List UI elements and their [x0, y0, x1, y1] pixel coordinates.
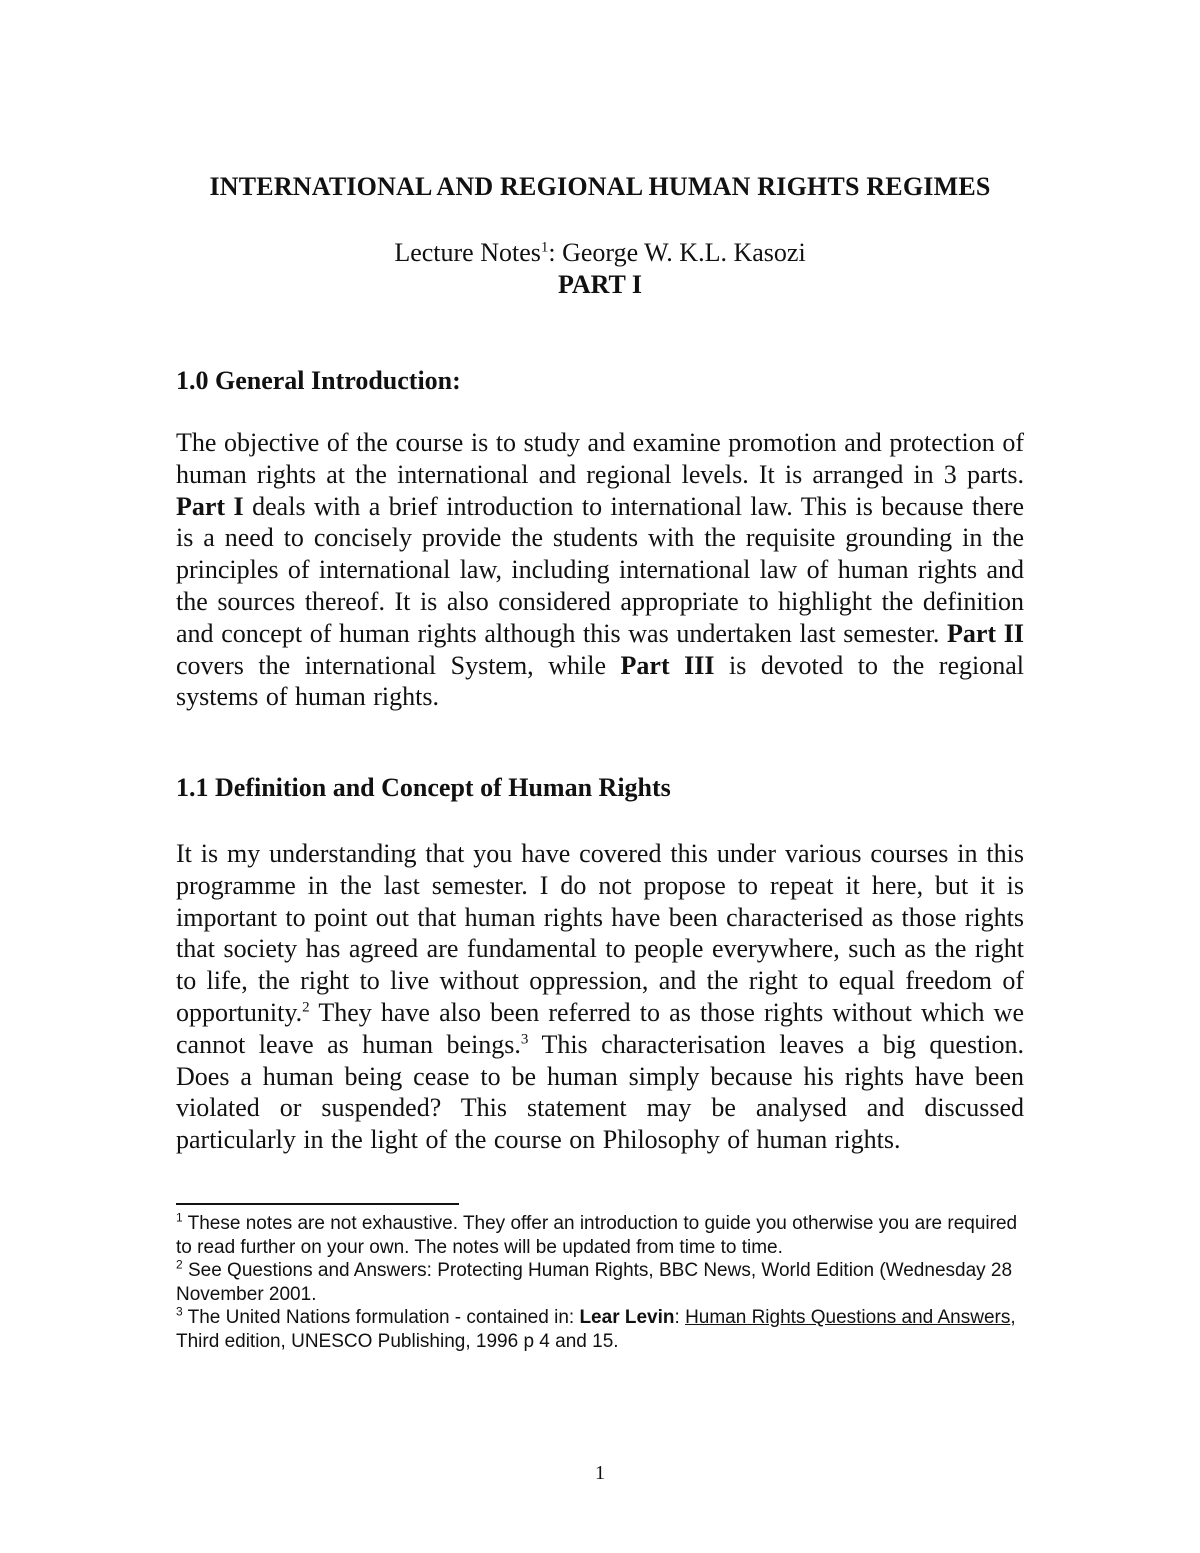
paragraph-introduction: [176, 427, 1024, 713]
footnote-1: [176, 1212, 1036, 1259]
document-title: INTERNATIONAL AND REGIONAL HUMAN RIGHTS REGIMES: [209, 172, 991, 201]
intro-text-4: is devoted to the regional systems of human rights.: [176, 650, 1024, 712]
footnote-number-1: 1: [176, 1210, 183, 1225]
page-number: 1: [595, 1462, 605, 1484]
part-heading: PART I: [557, 270, 643, 299]
footnote-author: Lear Levin: [579, 1307, 675, 1329]
footnote-number-2: 2: [176, 1257, 183, 1272]
footnote-separator: [176, 1203, 459, 1205]
footnote-text-1: These notes are not exhaustive. They offer an introduction to guide you otherwise you are required to read further on your own. The notes will be updated from time to time.: [176, 1213, 1018, 1258]
footnote-text-3-pre: The United Nations formulation - contained in:: [182, 1307, 580, 1329]
footnote-ref-2[interactable]: 2: [302, 999, 310, 1016]
footnote-number-3: 3: [176, 1305, 183, 1320]
footnote-ref-1[interactable]: 1: [540, 239, 549, 256]
intro-bold-part-3: Part III: [620, 650, 715, 680]
document-subtitle: [0, 238, 1200, 268]
footnote-text-2: See Questions and Answers: Protecting Human Rights, BBC News, World Edition (Wednesday 28 November 2001.: [176, 1260, 1013, 1305]
footnotes: [176, 1212, 1036, 1354]
section-heading-definition: 1.1 Definition and Concept of Human Rights: [176, 773, 671, 802]
definition-text-3: This characterisation leaves a big question. Does a human being cease to be human simply because his rights have been violated or suspended? This statement may be analysed and discussed particularly in the light of the course on Philosophy of human rights.: [176, 1029, 1025, 1155]
footnote-ref-3[interactable]: 3: [520, 1031, 529, 1048]
intro-bold-part-2: Part II: [947, 618, 1024, 648]
section-heading-introduction: 1.0 General Introduction:: [176, 366, 461, 395]
definition-text-1: It is my understanding that you have covered this under various courses in this programme in the last semester. I do not propose to repeat it here, but it is important to point out that human rights have been characterised as those rights that society has agreed are fundamental to people everywhere, such as the right to life, the right to live without oppression, and the right to equal freedom of opportunity.: [176, 839, 1024, 1027]
subtitle-author: : George W. K.L. Kasozi: [548, 238, 806, 267]
definition-text-2: They have also been referred to as those rights without which we cannot leave as human beings.: [176, 997, 1024, 1059]
footnote-colon: :: [674, 1307, 686, 1329]
intro-text-3: covers the international System, while: [176, 650, 621, 680]
footnote-2: [176, 1259, 1036, 1306]
paragraph-definition: [176, 838, 1024, 1156]
footnote-book-title: Human Rights Questions and Answers: [685, 1307, 1011, 1329]
intro-text-2: deals with a brief introduction to international law. This is because there is a need to concisely provide the students with the requisite grounding in the principles of international law, including international law of human rights and the sources thereof. It is also considered appropriate to highlight the definition and concept of human rights although this was undertaken last semester.: [176, 491, 1024, 648]
footnote-3: [176, 1306, 1036, 1353]
footnote-text-3-post: , Third edition, UNESCO Publishing, 1996 p 4 and 15.: [176, 1307, 1016, 1352]
intro-bold-part-1: Part I: [176, 491, 244, 521]
subtitle-prefix: Lecture Notes: [394, 238, 541, 267]
intro-text-1: The objective of the course is to study and examine promotion and protection of human rights at the international and regional levels. It is arranged in 3 parts.: [176, 428, 1024, 489]
